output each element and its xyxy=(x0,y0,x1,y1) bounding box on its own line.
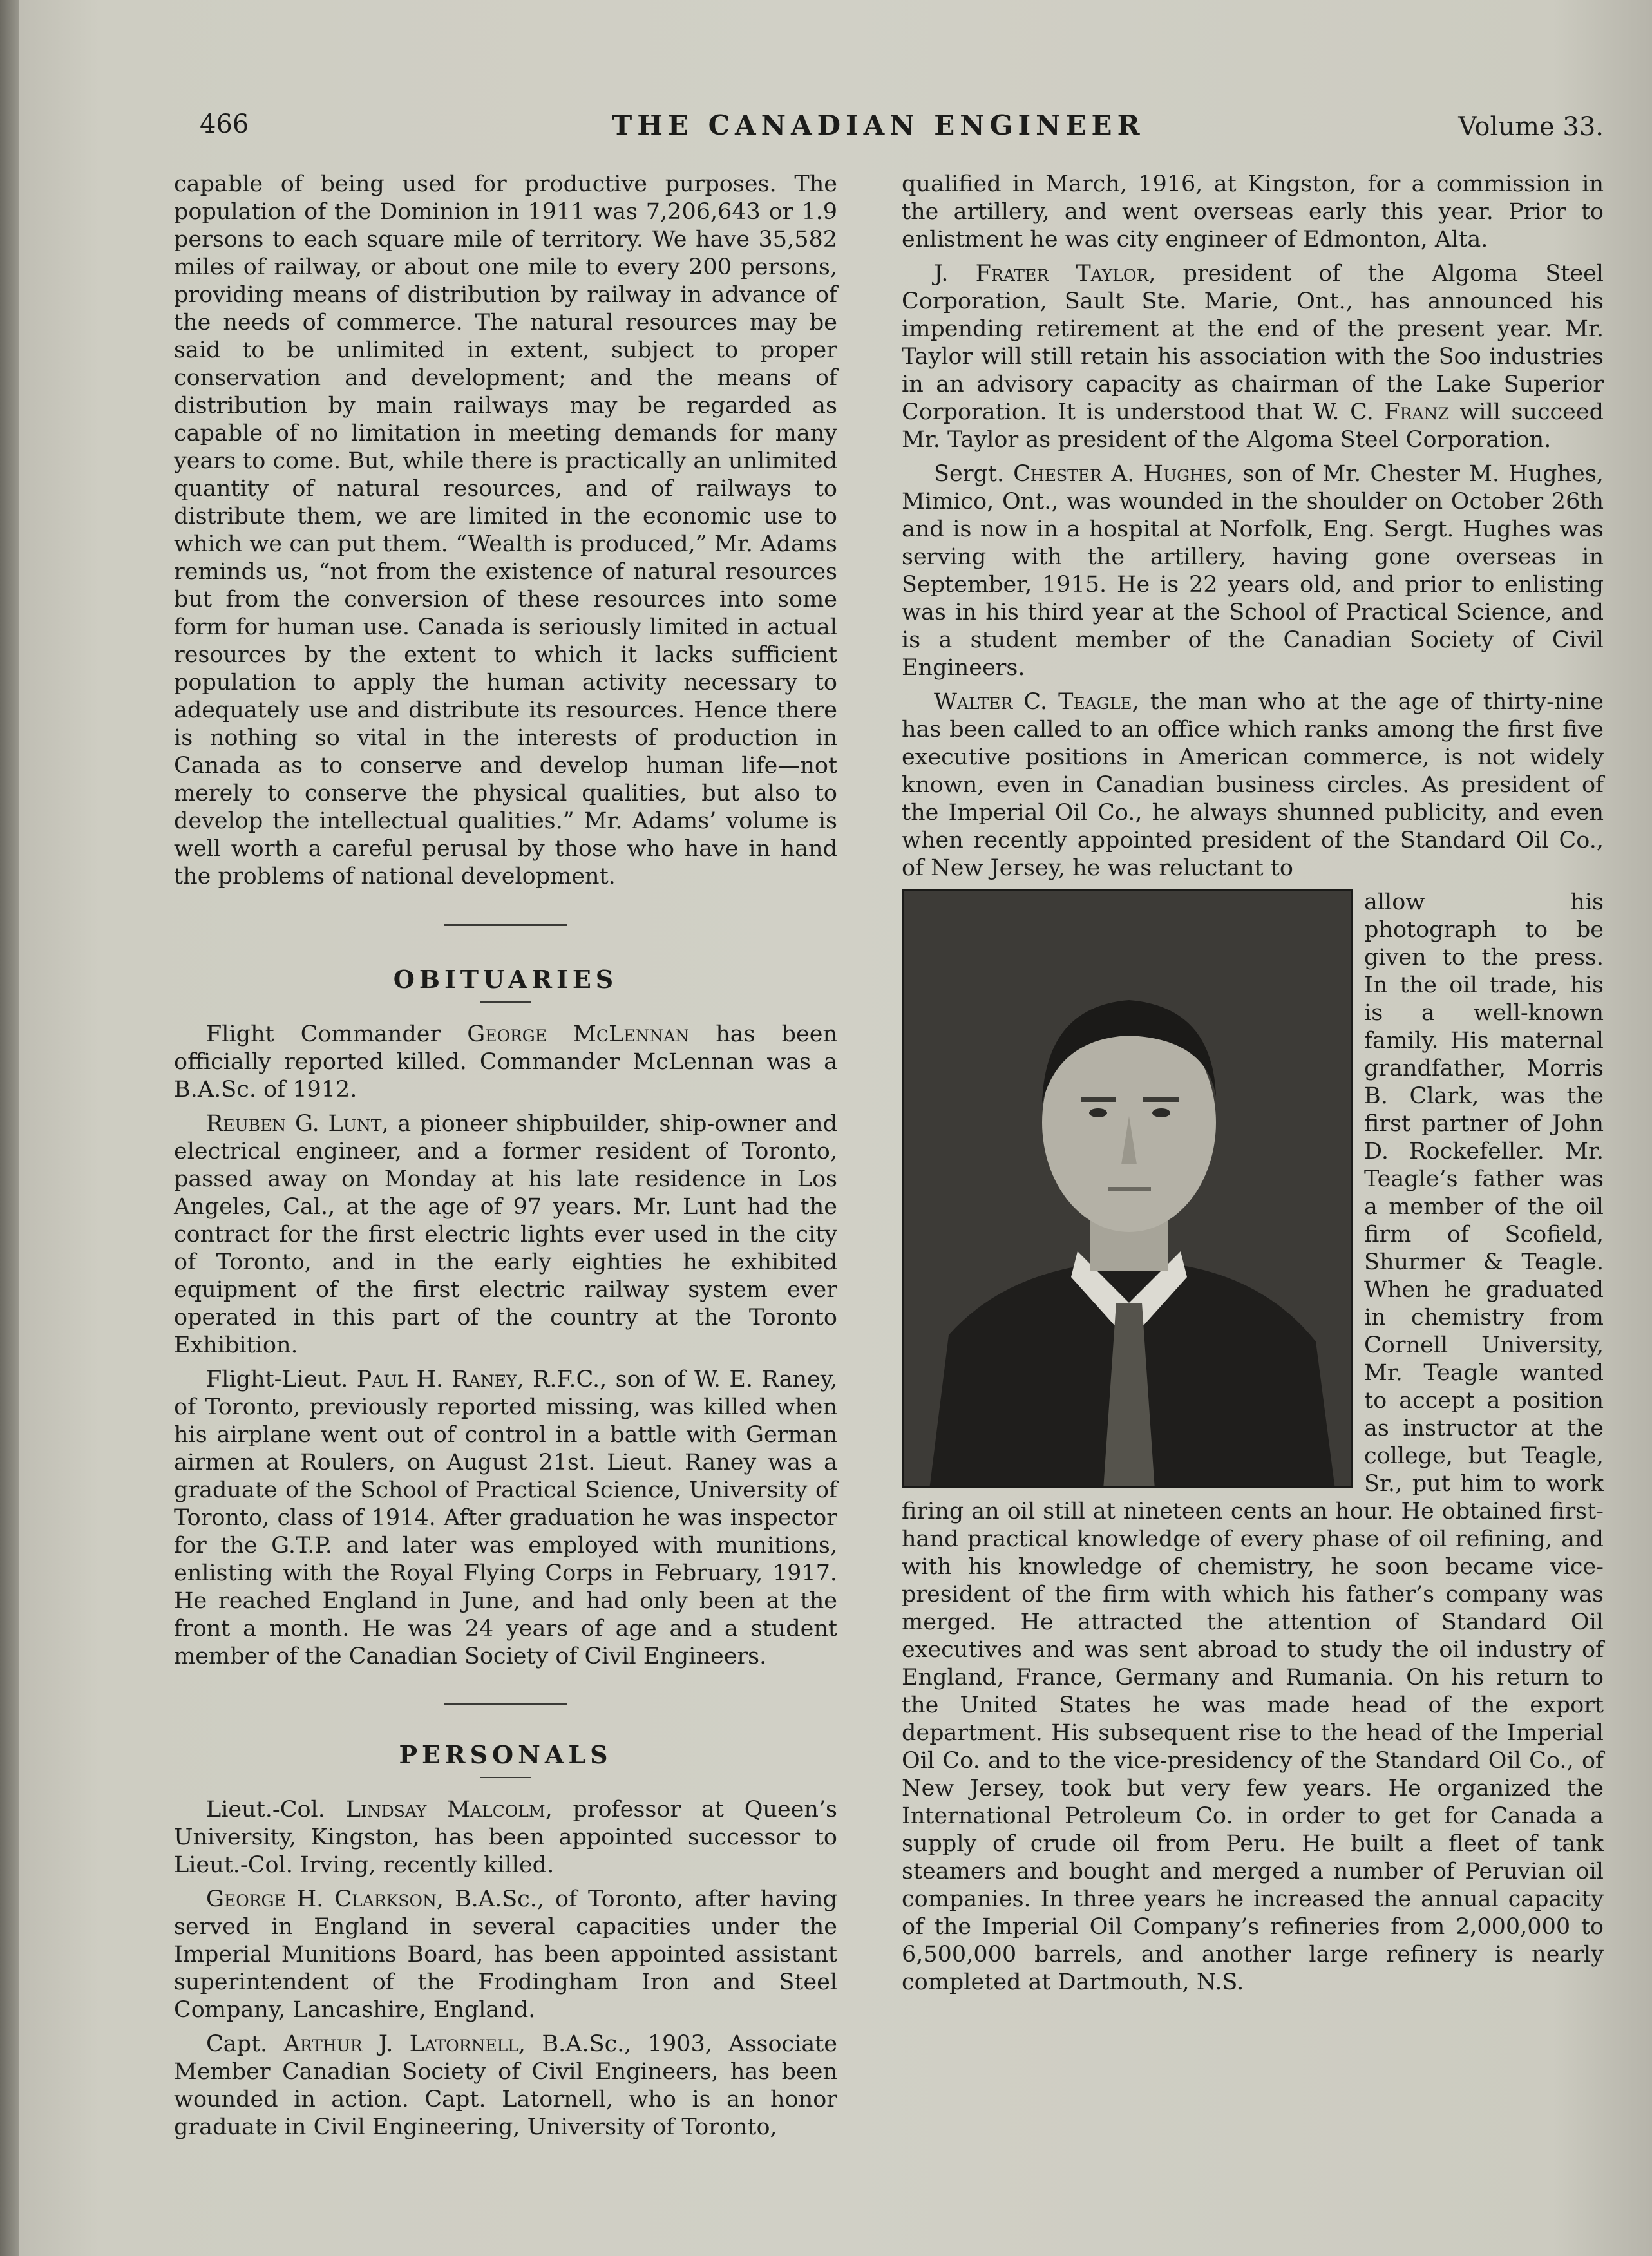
obituary-raney: Flight-Lieut. Paul H. Raney, R.F.C., son of W. E. Raney, of Toronto, previously reported missing, was killed when his airplane went out of control in a battle with German airmen at Roulers, on August 21st. Lieut. Raney was a graduate of the School of Practical Science, University of Toronto, class of 1914. After graduation he was inspector for the G.T.P. and later was employed with munitions, enlisting with the Royal Flying Corps in February, 1917. He reached England in June, and had only been at the front a month. He was 24 years of age and a student member of the Canadian Society of Civil Engineers. xyxy=(174,1367,837,1669)
journal-title: THE CANADIAN ENGINEER xyxy=(612,109,1145,141)
latornell-continuation: qualified in March, 1916, at Kingston, for a commission in the artillery, and went overseas early this year. Prior to enlistment he was city engineer of Edmonton, Alta. xyxy=(902,171,1604,252)
personal-clarkson: George H. Clarkson, B.A.Sc., of Toronto, after having served in England in several capacities under the Imperial Munitions Board, has been appointed assistant superintendent of the Frodingham Iron and Steel Company, Lancashire, England. xyxy=(174,1886,837,2023)
page-number: 466 xyxy=(200,109,249,139)
obituary-lunt: Reuben G. Lunt, a pioneer shipbuilder, ship-owner and electrical engineer, and a former resident of Toronto, passed away on Monday at his late residence in Los Angeles, Cal., at the age of 97 years. Mr. Lunt had the contract for the first electric lights ever used in the city of Toronto, and in the early eighties he exhibited equipment of the first electric railway system ever operated in this part of the country at the Toronto Exhibition. xyxy=(174,1111,837,1358)
intro-paragraph: capable of being used for productive purposes. The population of the Dominion in 1911 was 7,206,643 or 1.9 persons to each square mile of territory. We have 35,582 miles of railway, or about one mile to every 200 persons, providing means of distribution by railway in advance of the needs of commerce. The natural resources may be said to be unlimited in extent, subject to proper conservation and development; and the means of distribution by main railways may be regarded as capable of no limitation in meeting demands for many years to come. But, while there is practically an unlimited quantity of natural resources, and of railways to distribute them, we are limited in the economic use to which we can put them. “Wealth is produced,” Mr. Adams reminds us, “not from the existence of natural resources but from the conversion of these resources into some form for human use. Canada is seriously limited in actual resources by the extent to which it lacks sufficient population to apply the human activity necessary to adequately use and distribute its resources. Hence there is nothing so vital in the interests of production in Canada as to conserve and develop human life—not merely to conserve the physical qualities, but also to develop the intellectual qualities.” Mr. Adams’ volume is well worth a careful perusal by those who have in hand the problems of national development. xyxy=(174,171,837,889)
personal-latornell: Capt. Arthur J. Latornell, B.A.Sc., 1903, Associate Member Canadian Society of Civil Engineers, has been wounded in action. Capt. Latornell, who is an honor graduate in Civil Engineering, University of Toronto, xyxy=(174,2031,837,2140)
portrait-photo xyxy=(902,889,1353,1488)
heading-underline xyxy=(480,1001,531,1003)
section-rule xyxy=(444,1703,567,1705)
teagle-biography: allow his photograph to be given to the press. In the oil trade, his is a well-known family. His maternal grandfather, Morris B. Clark, was the first partner of John D. Rockefeller. Mr. Teagle’s father was a member of the oil firm of Scofield, Shurmer & Teagle. When he graduated in chemistry from Cornell University, Mr. Teagle wanted to accept a position as instructor at the college, but Teagle, Sr., put him to work firing an oil still at nineteen cents an hour. He obtained first-hand practical knowledge of every phase of oil refining, and with his knowledge of chemistry, he soon became vice-president of the firm with which his father’s company was merged. He attracted the attention of Standard Oil executives and was sent abroad to study the oil industry of England, France, Germany and Rumania. On his return to the United States he was made head of the export department. His subsequent rise to the head of the Imperial Oil Co. and to the vice-presidency of the Standard Oil Co., of New Jersey, took but very few years. He organized the International Petroleum Co. in order to get for Canada a supply of crude oil from Peru. He built a fleet of tank steamers and bought and merged a number of Peruvian oil companies. In three years he increased the annual capacity of the Imperial Oil Company’s refineries from 2,000,000 to 6,500,000 barrels, and another large refinery is nearly completed at Dartmouth, N.S. xyxy=(902,889,1604,1995)
obituary-mclennan: Flight Commander George McLennan has been officially reported killed. Commander McLennan was a B.A.Sc. of 1912. xyxy=(174,1021,838,1103)
section-rule xyxy=(444,924,567,926)
running-header xyxy=(200,109,1604,155)
obituaries-heading: OBITUARIES xyxy=(393,965,618,994)
personal-hughes: Sergt. Chester A. Hughes, son of Mr. Chester M. Hughes, Mimico, Ont., was wounded in the shoulder on October 26th and is now in a hospital at Norfolk, Eng. Sergt. Hughes was serving with the artillery, having gone overseas in September, 1915. He is 22 years old, and prior to enlisting was in his third year at the School of Practical Science, and is a student member of the Canadian Society of Civil Engineers. xyxy=(902,461,1604,681)
right-column xyxy=(902,171,1604,2003)
personal-malcolm: Lieut.-Col. Lindsay Malcolm, professor at Queen’s University, Kingston, has been appointed successor to Lieut.-Col. Irving, recently killed. xyxy=(174,1797,838,1878)
heading-underline xyxy=(480,1777,531,1778)
volume-label: Volume 33. xyxy=(1458,112,1604,142)
portrait-figure xyxy=(904,891,1353,1488)
personal-taylor: J. Frater Taylor, president of the Algoma Steel Corporation, Sault Ste. Marie, Ont., has announced his impending retirement at the end of the present year. Mr. Taylor will still retain his association with the Soo industries in an advisory capacity as chairman of the Lake Superior Corporation. It is understood that W. C. Franz will succeed Mr. Taylor as president of the Algoma Steel Corporation. xyxy=(902,261,1604,453)
page-edge xyxy=(0,0,19,2256)
personal-teagle: Walter C. Teagle, the man who at the age of thirty-nine has been called to an office which ranks among the first five executive positions in American commerce, is not widely known, even in Canadian business circles. As president of the Imperial Oil Co., he always shunned publicity, and even when recently appointed president of the Standard Oil Co., of New Jersey, he was reluctant to xyxy=(902,689,1604,881)
left-column xyxy=(174,171,837,2148)
personals-heading: PERSONALS xyxy=(399,1740,612,1769)
